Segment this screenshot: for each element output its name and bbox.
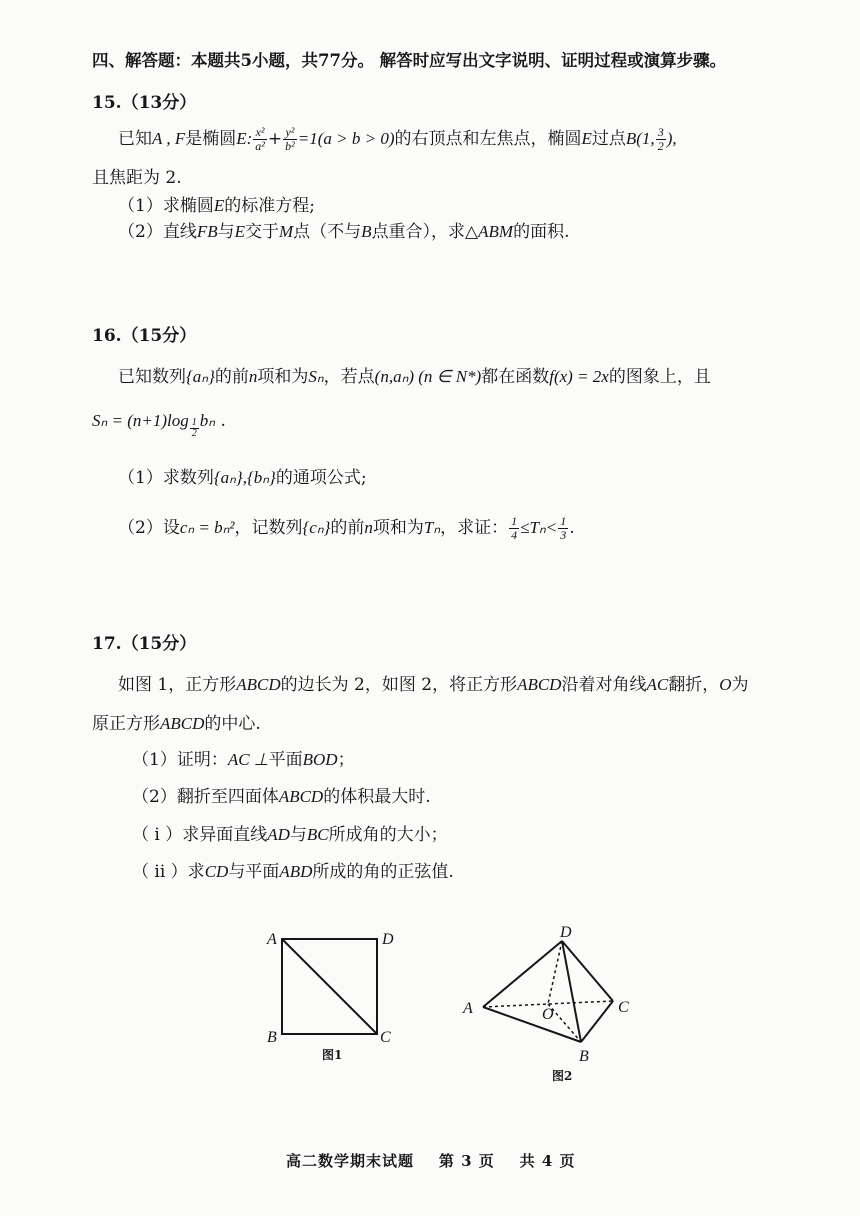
q17-part2-ii: （ ii ）求CD与平面ABD所成的角的正弦值.: [132, 862, 454, 882]
edge-bc: [581, 1001, 613, 1042]
diagonal-ac: [282, 939, 377, 1034]
q17-line2: 原正方形ABCD的中心.: [92, 714, 261, 734]
q15-vars: A , F: [152, 129, 186, 148]
q15-point-frac: $\frac{3}{2}$: [657, 125, 664, 153]
fig1-label-b: B: [267, 1029, 277, 1046]
q15-frac-y: $\frac{\text{y²}}{\text{b²}}$: [285, 125, 295, 153]
q15-text: 已知: [118, 129, 152, 149]
q15-ellipse-cond: =1(a > b > 0): [297, 129, 395, 148]
q15-text: 是椭圆: [185, 129, 237, 149]
q15-part1: （1）求椭圆E的标准方程;: [118, 196, 315, 216]
q15-line2: 且焦距为 2.: [92, 168, 182, 188]
q16-header: 16.（15分）: [92, 326, 197, 346]
q17-part2-i: （ i ）求异面直线AD与BC所成角的大小；: [132, 825, 448, 845]
q16-ineq-right: $\frac{1}{3}$: [560, 514, 567, 542]
q15-frac-x: $\frac{\text{x²}}{\text{a²}}$: [255, 125, 265, 153]
figure1-square-diagram: [255, 920, 415, 1070]
fig2-caption: 图2: [552, 1069, 573, 1083]
edge-ab: [483, 1007, 581, 1042]
fig1-label-a: A: [267, 931, 277, 948]
fig2-label-a: A: [463, 1000, 473, 1017]
fig2-label-d: D: [560, 924, 572, 941]
q15-ellipse-name: E: [236, 129, 247, 148]
q17-part2: （2）翻折至四面体ABCD的体积最大时.: [132, 787, 431, 807]
q16-part1: （1）求数列{aₙ},{bₙ}的通项公式;: [118, 468, 367, 488]
edge-db: [562, 941, 581, 1042]
q15-header: 15.（13分）: [92, 93, 197, 113]
q16-intro: 已知数列{aₙ}的前n项和为Sₙ，若点(n,aₙ) (n ∈ N*)都在函数f(x) = 2x的图象上，且: [118, 367, 711, 387]
q17-header: 17.（15分）: [92, 634, 197, 654]
q17-part1: （1）证明：AC ⊥平面BOD；: [132, 750, 355, 770]
q15-intro: 已知A , F是椭圆E: $\frac{\text{x²}}{\text{a²}}$ + $\frac{\text{y²}}{\text{b²}}$ =1(a > b > 0)的右顶点和左焦点，椭圆E过点B(1, $\frac{3}{2}$ ),: [118, 125, 677, 153]
q15-text: 的右顶点和左焦点，椭圆: [394, 129, 582, 149]
q15-point: B(1,: [625, 129, 655, 148]
figure2-tetrahedron-diagram: [455, 918, 645, 1088]
page-footer: 高二数学期末试题 第 3 页 共 4 页: [286, 1152, 576, 1170]
fig2-label-b: B: [579, 1048, 589, 1065]
q15-part2: （2）直线FB与E交于M点（不与B点重合），求△ABM的面积.: [118, 222, 570, 242]
q15-text: 过点: [591, 129, 626, 149]
q16-log-base: $\frac{1}{2}$: [191, 417, 197, 439]
fig1-caption: 图1: [322, 1048, 343, 1062]
edge-ad: [483, 941, 562, 1007]
q16-part2: （2）设cₙ = bₙ²，记数列{cₙ}的前n项和为Tₙ，求证： $\frac{1}{4}$ ≤Tₙ< $\frac{1}{3}$ .: [118, 514, 575, 542]
q17-line1: 如图 1，正方形ABCD的边长为 2，如图 2，将正方形ABCD沿着对角线AC翻折，O为: [118, 675, 749, 695]
q16-sn-formula: Sₙ = (n+1)log $\frac{1}{2}$ bₙ .: [92, 411, 226, 439]
fig2-label-o: O: [542, 1006, 554, 1023]
section-heading: 四、解答题：本题共5小题，共77分。 解答时应写出文字说明、证明过程或演算步骤。: [92, 51, 727, 70]
fig1-label-c: C: [380, 1029, 391, 1046]
fig1-label-d: D: [382, 931, 394, 948]
fig2-label-c: C: [618, 999, 629, 1016]
q16-ineq-left: $\frac{1}{4}$: [511, 514, 518, 542]
edge-dc: [562, 941, 613, 1001]
